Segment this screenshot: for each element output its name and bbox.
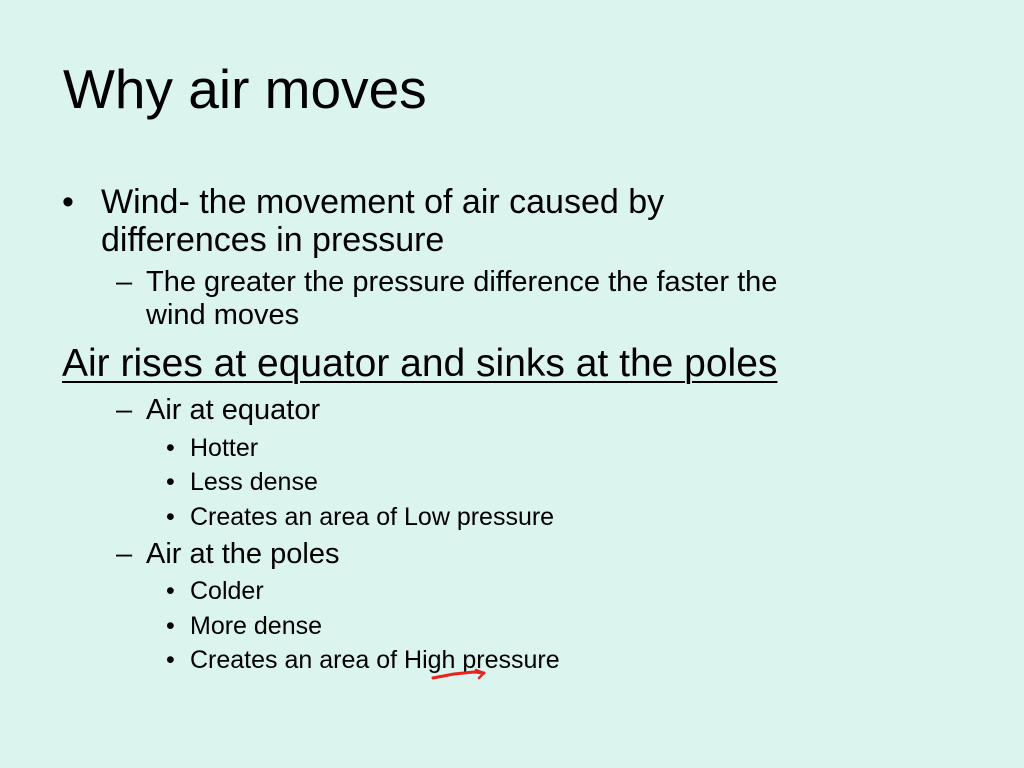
dash-marker: – <box>116 266 133 298</box>
bullet-marker: • <box>166 612 175 640</box>
bullet-marker: • <box>62 183 74 221</box>
sub-bullet-pressure-line1: The greater the pressure difference the faster the <box>146 266 778 298</box>
sub-bullet-pressure-line2: wind moves <box>146 299 300 331</box>
equator-label: Air at equator <box>146 394 321 426</box>
red-pen-annotation-mark <box>430 668 490 682</box>
bullet-marker: • <box>166 468 175 496</box>
equator-item-less-dense: Less dense <box>190 468 318 496</box>
slide-title: Why air moves <box>63 58 427 120</box>
bullet-marker: • <box>166 434 175 462</box>
bullet-text-wind-line1: Wind- the movement of air caused by <box>101 183 665 221</box>
poles-item-more-dense: More dense <box>190 612 323 640</box>
poles-item-high-pressure: Creates an area of High pressure <box>190 646 560 674</box>
bullet-marker: • <box>166 646 175 674</box>
bullet-marker: • <box>166 577 175 605</box>
dash-marker: – <box>116 538 133 570</box>
bullet-text-wind-line2: differences in pressure <box>101 221 445 259</box>
equator-item-hotter: Hotter <box>190 434 259 462</box>
poles-item-colder: Colder <box>190 577 264 605</box>
equator-item-low-pressure: Creates an area of Low pressure <box>190 503 555 531</box>
section-heading: Air rises at equator and sinks at the poles <box>62 342 778 385</box>
poles-label: Air at the poles <box>146 538 340 570</box>
dash-marker: – <box>116 394 133 426</box>
bullet-marker: • <box>166 503 175 531</box>
